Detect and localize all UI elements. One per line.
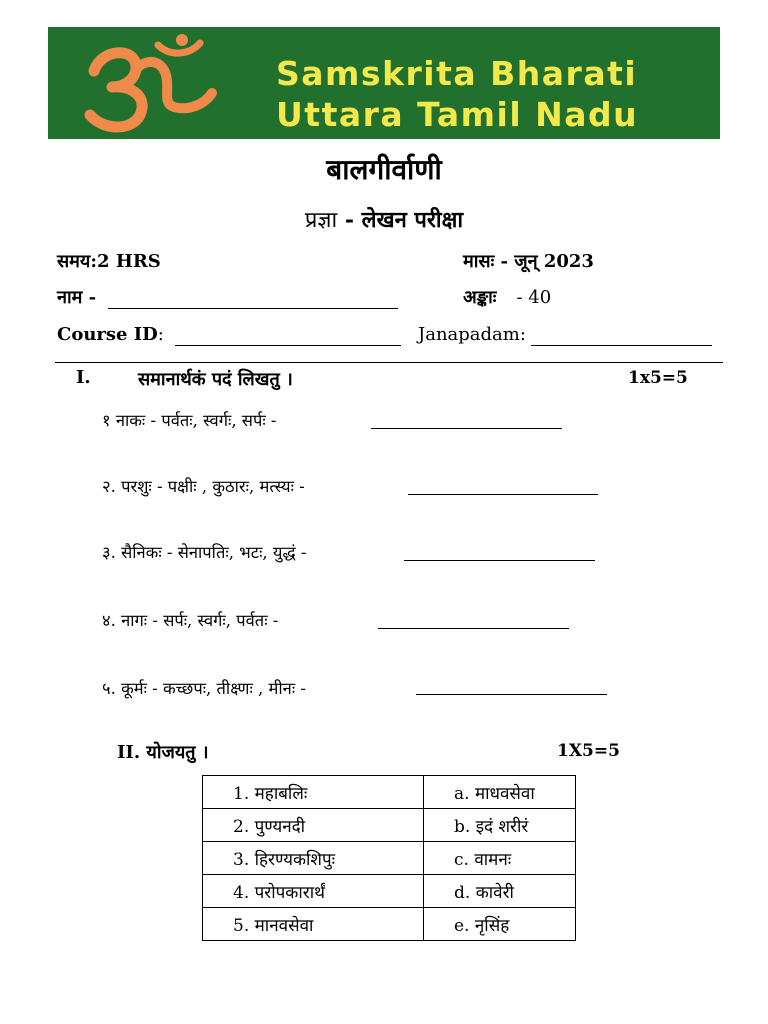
right-item: d. कावेरी (424, 875, 576, 908)
time-field (57, 249, 161, 273)
course-input-line[interactable] (175, 345, 401, 346)
right-item: a. माधवसेवा (424, 776, 576, 809)
right-item: c. वामनः (424, 842, 576, 875)
answer-line-1[interactable] (371, 428, 562, 429)
left-item: 1. महाबलिः (203, 776, 424, 809)
om-icon (78, 31, 228, 135)
page-title: बालगीर्वाणी (326, 153, 442, 186)
course-colon: : (157, 324, 164, 345)
answer-line-2[interactable] (408, 494, 598, 495)
table-row (203, 842, 576, 875)
answer-line-3[interactable] (404, 560, 595, 561)
org-name (276, 53, 638, 135)
month-field: मासः - जून् 2023 (463, 251, 594, 272)
left-item: 2. पुण्यनदी (203, 809, 424, 842)
marks-label: अङ्काः (463, 287, 497, 308)
name-field (57, 285, 96, 309)
answer-line-5[interactable] (416, 694, 607, 695)
janapadam-label: Janapadam: (418, 324, 526, 345)
header-banner (48, 27, 720, 139)
table-row (203, 809, 576, 842)
exam-level: प्रज्ञा (304, 208, 338, 233)
section2-marks: 1X5=5 (557, 741, 620, 761)
section2-heading: II. योजयतु । (117, 742, 209, 763)
name-input-line[interactable] (108, 308, 398, 309)
time-label: समय: (57, 251, 98, 272)
answer-line-4[interactable] (378, 628, 569, 629)
left-item: 4. परोपकारार्थं (203, 875, 424, 908)
divider (55, 362, 723, 363)
left-item: 5. मानवसेवा (203, 908, 424, 941)
marks-value: - 40 (516, 287, 552, 308)
exam-subtitle (0, 204, 768, 234)
question-2: २. परशुः - पक्षीः , कुठारः, मत्स्यः - (102, 477, 305, 496)
marks-field (463, 285, 551, 309)
table-row (203, 776, 576, 809)
right-item: b. इदं शरीरं (424, 809, 576, 842)
course-field (57, 324, 164, 345)
question-5: ५. कूर्मः - कच्छपः, तीक्ष्णः , मीनः - (102, 679, 306, 698)
right-item: e. नृसिंह (424, 908, 576, 941)
question-1: १ नाकः - पर्वतः, स्वर्गः, सर्पः - (102, 411, 277, 430)
section1-marks: 1x5=5 (628, 368, 688, 388)
org-name-line2: Uttara Tamil Nadu (276, 95, 639, 134)
janapadam-input-line[interactable] (531, 345, 712, 346)
org-name-line1: Samskrita Bharati (276, 54, 638, 93)
table-row (203, 875, 576, 908)
name-label: नाम - (57, 287, 97, 308)
course-label: Course ID (57, 324, 158, 345)
time-value: 2 HRS (97, 251, 161, 272)
left-item: 3. हिरण्यकशिपुः (203, 842, 424, 875)
question-3: ३. सैनिकः - सेनापतिः, भटः, युद्धं - (102, 543, 307, 562)
table-row (203, 908, 576, 941)
matching-table (202, 775, 576, 941)
question-4: ४. नागः - सर्पः, स्वर्गः, पर्वतः - (102, 611, 279, 630)
section1-heading: समानार्थकं पदं लिखतु । (138, 369, 293, 390)
exam-type: - लेखन परीक्षा (337, 207, 464, 233)
section1-number: I. (76, 367, 91, 388)
